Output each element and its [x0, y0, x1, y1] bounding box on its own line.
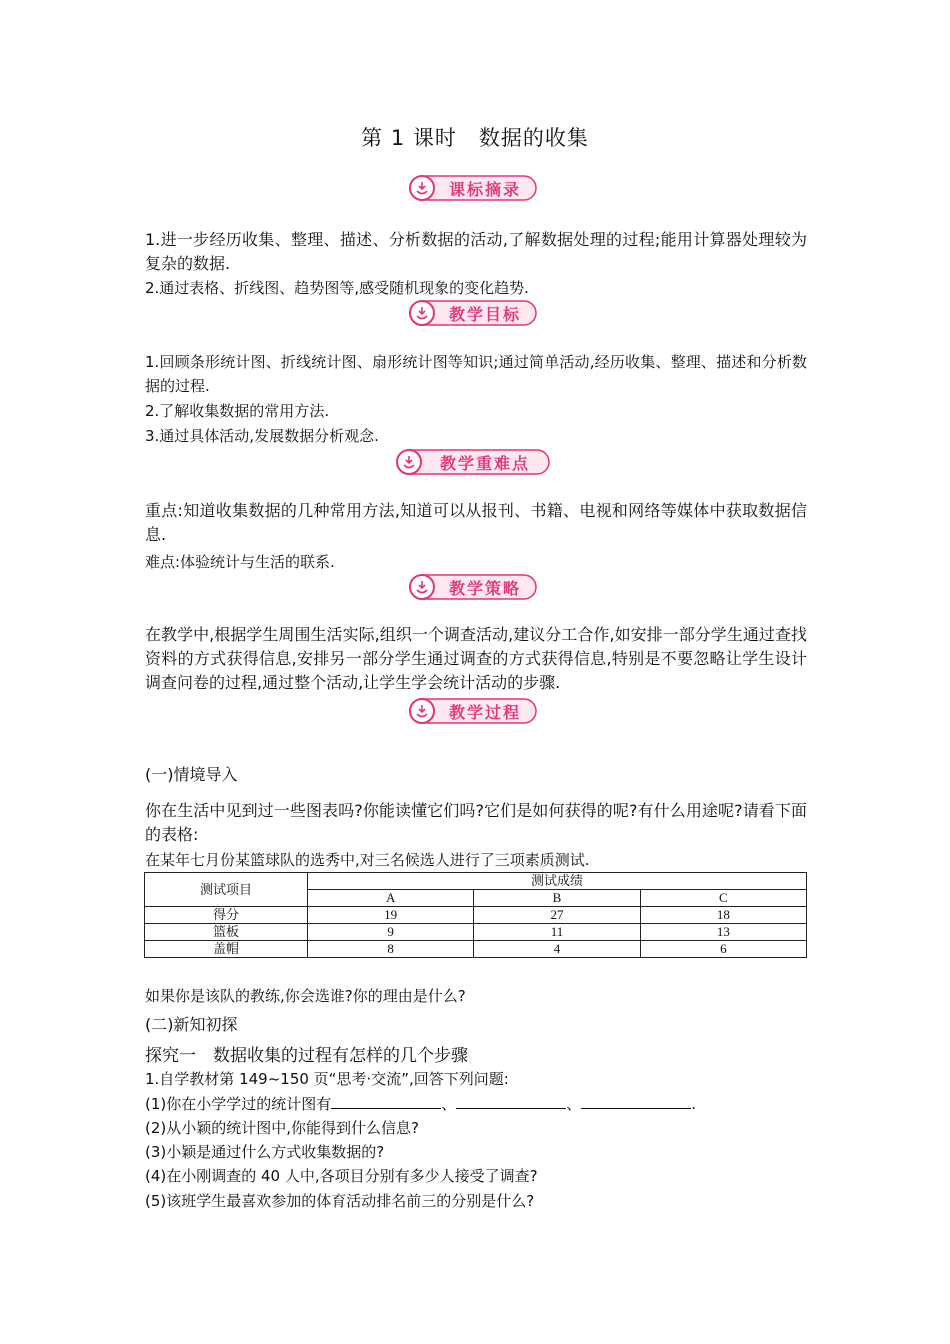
- badge-label: 课标摘录: [448, 180, 521, 199]
- section-badge-goals: [408, 299, 538, 327]
- table-col-a: A: [308, 890, 474, 907]
- table-cell: 27: [474, 907, 640, 924]
- section-badge-standards: [408, 174, 538, 202]
- explore-heading: 探究一 数据收集的过程有怎样的几个步骤: [145, 1046, 468, 1066]
- standard-item-2: 2.通过表格、折线图、趋势图等,感受随机现象的变化趋势.: [145, 279, 529, 297]
- table-cell: 4: [474, 941, 640, 958]
- goal-item-2: 2.了解收集数据的常用方法.: [145, 402, 330, 420]
- table-col-c: C: [640, 890, 806, 907]
- intro-context: 在某年七月份某篮球队的选秀中,对三名候选人进行了三项素质测试.: [145, 851, 590, 869]
- separator: 、: [441, 1095, 457, 1113]
- section-heading-intro: (一)情境导入: [145, 765, 238, 784]
- goal-item-3: 3.通过具体活动,发展数据分析观念.: [145, 427, 379, 445]
- table-cell: 13: [640, 924, 806, 941]
- strategy-text: 在教学中,根据学生周围生活实际,组织一个调查活动,建议分工合作,如安排一部分学生通过查找资料的方式获得信息,安排另一部分学生通过调查的方式获得信息,特别是不要忽略让学生设计调查问卷的过程,通过整个活动,让学生学会统计活动的步骤.: [145, 625, 807, 692]
- coach-question: 如果你是该队的教练,你会选谁?你的理由是什么?: [145, 987, 466, 1005]
- intro-paragraph: 你在生活中见到过一些图表吗?你能读懂它们吗?它们是如何获得的呢?有什么用途呢?请看下面的表格:: [145, 801, 807, 844]
- table-header-score: 测试成绩: [308, 873, 807, 890]
- question-4: (4)在小刚调查的 40 人中,各项目分别有多少人接受了调查?: [145, 1167, 538, 1185]
- table-cell: 19: [308, 907, 474, 924]
- separator: 、: [566, 1095, 582, 1113]
- table-row-label: 盖帽: [145, 941, 308, 958]
- section-badge-process: [408, 697, 538, 725]
- table-row: [145, 941, 807, 958]
- table-cell: 9: [308, 924, 474, 941]
- answer-blank[interactable]: [581, 1094, 691, 1109]
- answer-blank[interactable]: [331, 1094, 441, 1109]
- table-cell: 6: [640, 941, 806, 958]
- question-1: [145, 1092, 807, 1116]
- table-col-b: B: [474, 890, 640, 907]
- test-score-table: [144, 872, 807, 958]
- question-3: (3)小颖是通过什么方式收集数据的?: [145, 1143, 385, 1161]
- lesson-title: 第 1 课时 数据的收集: [361, 126, 589, 150]
- section-heading-new-knowledge: (二)新知初探: [145, 1015, 238, 1034]
- table-cell: 11: [474, 924, 640, 941]
- table-header-item: 测试项目: [145, 873, 308, 907]
- badge-label: 教学策略: [448, 579, 521, 598]
- badge-label: 教学过程: [448, 703, 521, 722]
- table-row: [145, 907, 807, 924]
- section-badge-keypoints: [395, 448, 551, 476]
- badge-label: 教学重难点: [439, 454, 530, 473]
- question-intro: 1.自学教材第 149~150 页“思考·交流”,回答下列问题:: [145, 1070, 509, 1088]
- keypoint-difficulty: 难点:体验统计与生活的联系.: [145, 553, 335, 571]
- table-row-label: 得分: [145, 907, 308, 924]
- table-row: [145, 924, 807, 941]
- question-1-text: (1)你在小学学过的统计图有: [145, 1095, 332, 1113]
- keypoint-focus: 重点:知道收集数据的几种常用方法,知道可以从报刊、书籍、电视和网络等媒体中获取数据信息.: [145, 501, 807, 544]
- answer-blank[interactable]: [456, 1094, 566, 1109]
- badge-label: 教学目标: [448, 305, 521, 324]
- question-2: (2)从小颖的统计图中,你能得到什么信息?: [145, 1119, 419, 1137]
- goal-item-1: 1.回顾条形统计图、折线统计图、扇形统计图等知识;通过简单活动,经历收集、整理、描述和分析数据的过程.: [145, 353, 807, 395]
- table-cell: 18: [640, 907, 806, 924]
- section-badge-strategy: [408, 573, 538, 601]
- period: .: [691, 1095, 697, 1113]
- standard-item-1: 1.进一步经历收集、整理、描述、分析数据的活动,了解数据处理的过程;能用计算器处理较为复杂的数据.: [145, 230, 807, 273]
- table-row-label: 篮板: [145, 924, 308, 941]
- question-5: (5)该班学生最喜欢参加的体育活动排名前三的分别是什么?: [145, 1192, 535, 1210]
- table-cell: 8: [308, 941, 474, 958]
